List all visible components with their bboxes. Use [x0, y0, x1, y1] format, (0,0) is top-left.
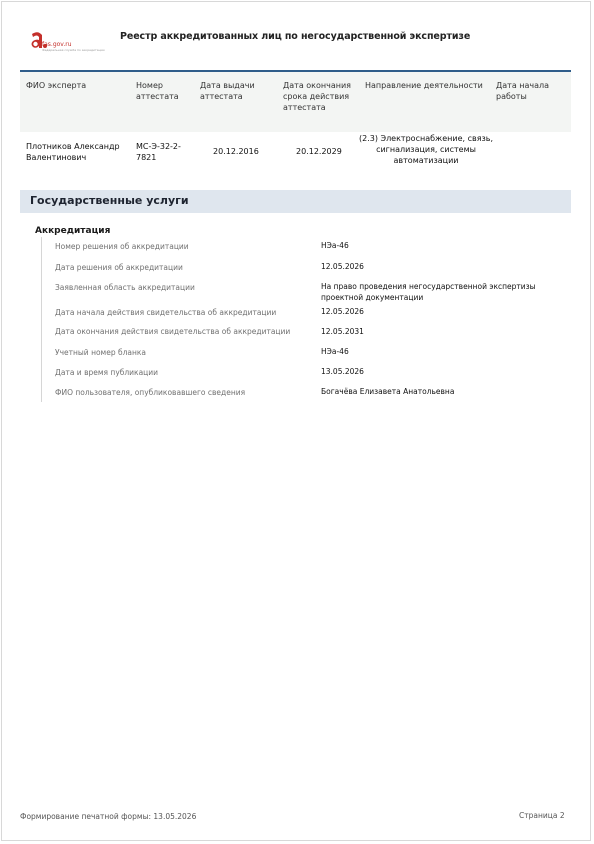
- field-value: 12.05.2026: [321, 262, 364, 271]
- field-value: НЭа-46: [321, 241, 349, 250]
- field-label: Заявленная область аккредитации: [55, 283, 195, 292]
- field-value: 13.05.2026: [321, 367, 364, 376]
- field-value: 12.05.2026: [321, 307, 364, 316]
- logo-text: fas.gov.ru: [42, 41, 72, 48]
- document-title: Реестр аккредитованных лиц по негосударственной экспертизе: [120, 31, 471, 42]
- field-label: Дата окончания действия свидетельства об аккредитации: [55, 327, 291, 336]
- cell-number: МС-Э-32-2-7821: [136, 142, 181, 162]
- experts-table-header: [20, 70, 571, 132]
- section-header: [20, 190, 571, 213]
- logo-subtext: Федеральная служба по аккредитации: [42, 48, 105, 52]
- column-header-fio: ФИО эксперта: [26, 81, 87, 90]
- column-header-end-date: Дата окончания срока действия аттестата: [283, 81, 351, 112]
- field-label: Дата начала действия свидетельства об аккредитации: [55, 308, 277, 317]
- field-value: НЭа-46: [321, 347, 349, 356]
- footer-generated: Формирование печатной формы: 13.05.2026: [20, 812, 197, 821]
- details-divider: [41, 237, 42, 402]
- subsection-title: Аккредитация: [35, 226, 111, 236]
- field-value: 12.05.2031: [321, 327, 364, 336]
- field-label: ФИО пользователя, опубликовавшего сведения: [55, 388, 246, 397]
- logo: [28, 30, 108, 52]
- cell-issue-date: 20.12.2016: [213, 147, 259, 156]
- section-title: Государственные услуги: [30, 194, 189, 207]
- cell-end-date: 20.12.2029: [296, 147, 342, 156]
- field-value: Богачёва Елизавета Анатольевна: [321, 387, 455, 396]
- field-value: На право проведения негосударственной экспертизы проектной документации: [321, 282, 536, 302]
- cell-fio: Плотников Александр Валентинович: [26, 142, 120, 162]
- cell-direction: (2.3) Электроснабжение, связь, сигнализация, системы автоматизации: [358, 134, 494, 165]
- field-label: Дата решения об аккредитации: [55, 263, 183, 272]
- column-header-start-date: Дата начала работы: [496, 81, 550, 101]
- footer-page-number: Страница 2: [519, 811, 565, 820]
- column-header-issue-date: Дата выдачи аттестата: [200, 81, 255, 101]
- field-label: Номер решения об аккредитации: [55, 242, 189, 251]
- column-header-number: Номер аттестата: [136, 81, 179, 101]
- field-label: Дата и время публикации: [55, 368, 159, 377]
- field-label: Учетный номер бланка: [55, 348, 147, 357]
- column-header-direction: Направление деятельности: [365, 81, 483, 90]
